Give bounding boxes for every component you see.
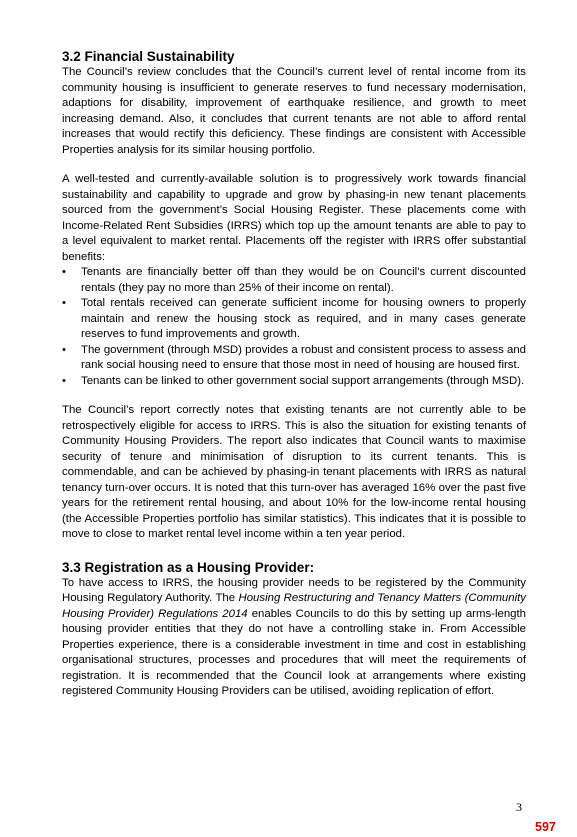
section-heading-financial-sustainability: 3.2 Financial Sustainability bbox=[62, 49, 235, 64]
paragraph-text: To have access to IRRS, the housing provider needs to be registered by the Community Housing Regulatory Authority. The bbox=[62, 576, 526, 604]
list-item-text: Tenants are financially better off than they would be on Council’s current discounted rentals (they pay no more than 25% of their income on rental). bbox=[81, 266, 526, 294]
paragraph: The Council’s report correctly notes that existing tenants are not currently able to be retrospectively eligible for access to IRRS. This is also the situation for existing tenants of Community Housing Providers. The report also indicates that Council wants to maximise security of tenure and minimisation of disruption to its current tenants. This is commendable, and can be achieved by phasing-in tenant placements with IRRS as natural tenancy turn-over occurs. It is noted that this turn-over has averaged 16% over the past five years for the retirement rental housing, and about 10% for the low-income rental housing (the Accessible Properties portfolio has similar statistics). This indicates that it is possible to move to close to market rental level income within a ten year period. bbox=[62, 404, 526, 540]
benefits-list bbox=[62, 265, 526, 389]
list-item bbox=[62, 343, 526, 374]
paragraph: The Council’s review concludes that the Council’s current level of rental income from its community housing is insufficient to generate reserves to fund necessary modernisation, adaptions for disability, improvement of earthquake resilience, and growth to meet increasing demand. Also, it concludes that current tenants are not able to afford rental increases that would rectify this deficiency. These findings are consistent with Accessible Properties analysis for its similar housing portfolio. bbox=[62, 66, 526, 156]
paragraph: A well-tested and currently-available solution is to progressively work towards financial sustainability and capability to upgrade and grow by phasing-in new tenant placements sourced from the government’s Social Housing Register. These placements come with Income-Related Rent Subsidies (IRRS) which top up the amount tenants are able to pay to a level equivalent to market rental. Placements off the register with IRRS offer substantial benefits: bbox=[62, 173, 526, 263]
section-spacer bbox=[62, 543, 526, 559]
list-item bbox=[62, 374, 526, 390]
bullet-icon: • bbox=[62, 374, 66, 387]
paragraph bbox=[62, 576, 526, 700]
list-item-text: The government (through MSD) provides a robust and consistent process to assess and rank social housing need to ensure that those most in need of housing are housed first. bbox=[81, 343, 526, 371]
page-number: 3 bbox=[516, 800, 522, 814]
document-page-number: 597 bbox=[535, 820, 556, 834]
list-item-text: Tenants can be linked to other government social support arrangements (through MSD). bbox=[81, 374, 525, 387]
document-body bbox=[62, 48, 526, 700]
section-heading-registration: 3.3 Registration as a Housing Provider: bbox=[62, 559, 315, 575]
bullet-icon: • bbox=[62, 297, 66, 309]
paragraph-spacer bbox=[62, 158, 526, 172]
paragraph-text: enables Councils to do this by setting up arms-length housing provider entities that they do not have a controlling stake in. From Accessible Properties experience, there is a considerable investment in time and cost in establishing organisational structures, processes and procedures that will meet the requirements of registration. It is recommended that the Council look at arrangements where existing registered Community Housing Providers can be utilised, avoiding replication of effort. bbox=[62, 607, 526, 697]
bullet-icon: • bbox=[62, 266, 66, 278]
list-item bbox=[62, 265, 526, 296]
list-item-text: Total rentals received can generate sufficient income for housing owners to properly maintain and renew the housing stock as required, and in many cases generate reserves to fund improvements and growth. bbox=[81, 297, 526, 340]
bullet-icon: • bbox=[62, 343, 66, 356]
list-item bbox=[62, 296, 526, 343]
paragraph-spacer bbox=[62, 389, 526, 403]
regulation-title: Housing Restructuring and Tenancy Matters (Community Housing Provider) Regulations 2014 bbox=[62, 592, 526, 620]
